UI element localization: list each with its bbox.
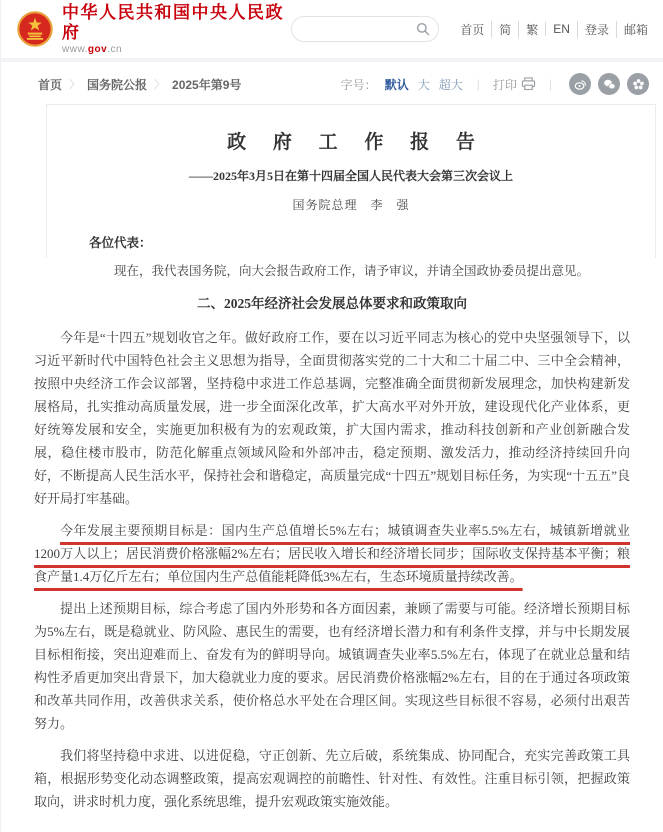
nav-login[interactable]: 登录 (577, 21, 616, 38)
site-logo[interactable] (17, 3, 291, 55)
more-share-icon[interactable] (627, 73, 649, 95)
site-url-gov: gov (87, 44, 108, 56)
breadcrumb-separator: 〉 (69, 79, 81, 91)
site-title: 中华人民共和国中央人民政府 (62, 2, 284, 42)
section-paragraph: 我们将坚持稳中求进、以进促稳，守正创新、先立后破，系统集成、协同配合，充实完善政策工具箱，根据形势变化动态调整政策，提高宏观调控的前瞻性、针对性、有效性。注重目标引领，把握政策取向，讲求时机力度，强化系统思维，提升宏观政策实施效能。 (34, 748, 630, 809)
breadcrumb (38, 76, 241, 93)
document-card (46, 104, 656, 278)
section-heading: 二、2025年经济社会发展总体要求和政策取向 (197, 296, 467, 311)
search-input[interactable] (304, 23, 416, 35)
section-paragraph: 今年是“十四五”规划收官之年。做好政府工作，要在以习近平同志为核心的党中央坚强领导下，以习近平新时代中国特色社会主义思想为指导，全面贯彻落实党的二十大和二十届二中、三中全会精神，按照中央经济工作会议部署，坚持稳中求进工作总基调，完整准确全面贯彻新发展理念，加快构建新发展格局，扎实推动高质量发展，进一步全面深化改革，扩大高水平对外开放，建设现代化产业体系，更好统筹发展和安全，实施更加积极有为的宏观政策，扩大国内需求，推动科技创新和产业创新融合发展，稳住楼市股市，防范化解重点领域风险和外部冲击，稳定预期、激发活力，推动经济持续回升向好，不断提高人民生活水平，保持社会和谐稳定，高质量完成“十四五”规划目标任务，为实现“十五五”良好开局打牢基础。 (34, 330, 630, 506)
nav-mailbox[interactable]: 邮箱 (616, 21, 655, 38)
weibo-share-icon[interactable] (569, 73, 591, 95)
breadcrumb-home[interactable]: 首页 (38, 77, 63, 92)
tool-separator: | (476, 77, 480, 91)
national-emblem-icon (17, 11, 53, 47)
site-url-suffix: .cn (107, 44, 123, 56)
toolbar (1, 62, 663, 104)
nav-simplified[interactable]: 简 (491, 21, 518, 38)
print-label: 打印 (492, 77, 517, 92)
document-subtitle: ——2025年3月5日在第十四届全国人民代表大会第三次会议上 (188, 169, 513, 183)
font-size-xlarge-button[interactable]: 超大 (438, 77, 463, 92)
site-url (62, 44, 291, 55)
document-intro-paragraph: 现在，我代表国务院，向大会报告政府工作，请予审议，并请全国政协委员提出意见。 (114, 264, 590, 278)
wechat-share-icon[interactable] (598, 73, 620, 95)
site-header (1, 0, 663, 58)
font-size-large-button[interactable]: 大 (417, 77, 430, 92)
tool-separator: | (548, 77, 552, 91)
print-button[interactable] (493, 76, 536, 93)
share-group (569, 73, 649, 95)
breadcrumb-gazette[interactable]: 国务院公报 (87, 77, 148, 92)
font-size-default-button[interactable]: 默认 (384, 77, 409, 92)
section-paragraph-targets-underlined: 今年发展主要预期目标是：国内生产总值增长5%左右；城镇调查失业率5.5%左右，城镇新增就业1200万人以上；居民消费价格涨幅2%左右；居民收入增长和经济增长同步；国际收支保持基本平衡；粮食产量1.4万亿斤左右；单位国内生产总值能耗降低3%左右，生态环境质量持续改善。 (34, 523, 630, 584)
breadcrumb-issue[interactable]: 2025年第9号 (172, 77, 242, 92)
site-url-prefix: www. (62, 44, 88, 56)
search-icon[interactable] (416, 22, 430, 36)
nav-home[interactable]: 首页 (460, 22, 485, 37)
search-box[interactable] (291, 16, 439, 42)
printer-icon (521, 77, 536, 91)
section-paragraph: 提出上述预期目标，综合考虑了国内外形势和各方面因素，兼顾了需要与可能。经济增长预期目标为5%左右，既是稳就业、防风险、惠民生的需要，也有经济增长潜力和有利条件支撑，并与中长期发展目标相衔接，突出迎难而上、奋发有为的鲜明导向。城镇调查失业率5.5%左右，体现了在就业总量和结构性矛盾更加突出背景下，加大稳就业力度的要求。居民消费价格涨幅2%左右，目的在于通过各项政策和改革共同作用，改善供求关系，使价格总水平处在合理区间。实现这些目标很不容易，必须付出艰苦努力。 (34, 601, 630, 731)
document-salutation: 各位代表： (89, 236, 152, 250)
document-title: 政 府 工 作 报 告 (227, 132, 486, 153)
document-author: 国务院总理 李 强 (292, 198, 410, 212)
nav-english[interactable]: EN (545, 22, 577, 36)
nav-traditional[interactable]: 繁 (518, 21, 545, 38)
font-size-label: 字号： (340, 77, 377, 92)
report-section-two (1, 292, 663, 832)
top-nav (453, 21, 655, 38)
breadcrumb-separator: 〉 (154, 79, 166, 91)
page-tools (341, 73, 649, 95)
